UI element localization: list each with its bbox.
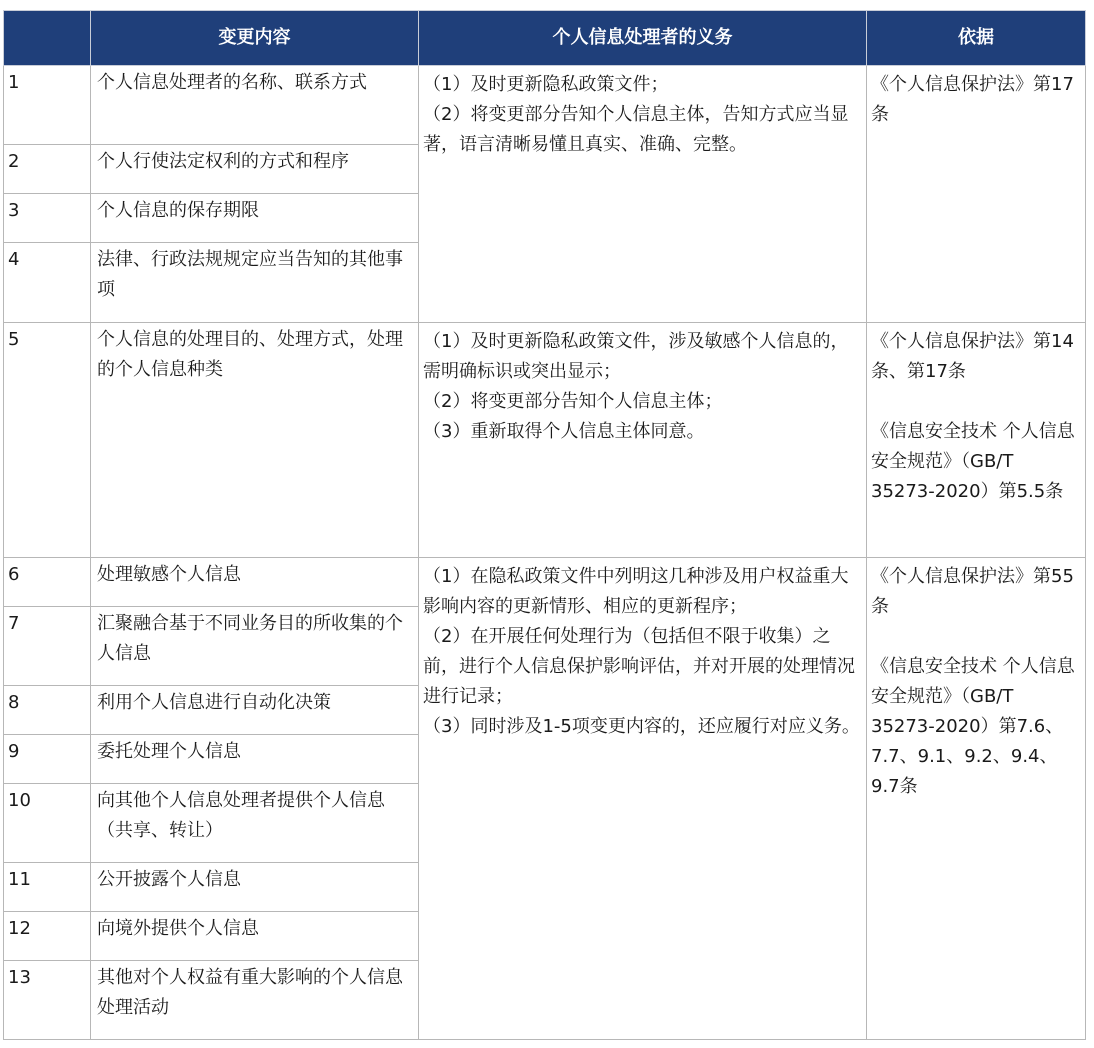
change-content: 法律、行政法规规定应当告知的其他事项 bbox=[91, 243, 419, 323]
row-number: 11 bbox=[4, 863, 91, 912]
header-num bbox=[4, 11, 91, 66]
duty-item: （1）及时更新隐私政策文件，涉及敏感个人信息的，需明确标识或突出显示； bbox=[423, 331, 849, 382]
duty-cell bbox=[419, 558, 867, 1040]
change-content: 委托处理个人信息 bbox=[91, 735, 419, 784]
duty-item: （2）将变更部分告知个人信息主体，告知方式应当显著，语言清晰易懂且真实、准确、完整。 bbox=[423, 104, 849, 155]
basis-cell bbox=[867, 558, 1086, 1040]
duty-cell bbox=[419, 323, 867, 558]
row-number: 8 bbox=[4, 686, 91, 735]
duty-item: （2）在开展任何处理行为（包括但不限于收集）之前，进行个人信息保护影响评估，并对开展的处理情况进行记录； bbox=[423, 626, 855, 707]
change-content: 向境外提供个人信息 bbox=[91, 912, 419, 961]
duty-item: （3）重新取得个人信息主体同意。 bbox=[423, 421, 705, 442]
table-row bbox=[4, 66, 1086, 145]
row-number: 10 bbox=[4, 784, 91, 863]
header-basis: 依据 bbox=[867, 11, 1086, 66]
duty-cell bbox=[419, 66, 867, 323]
row-number: 12 bbox=[4, 912, 91, 961]
duty-item: （3）同时涉及1-5项变更内容的，还应履行对应义务。 bbox=[423, 716, 860, 737]
row-number: 1 bbox=[4, 66, 91, 145]
change-content: 个人信息的保存期限 bbox=[91, 194, 419, 243]
change-content: 其他对个人权益有重大影响的个人信息处理活动 bbox=[91, 961, 419, 1040]
row-number: 13 bbox=[4, 961, 91, 1040]
header-duties: 个人信息处理者的义务 bbox=[419, 11, 867, 66]
row-number: 3 bbox=[4, 194, 91, 243]
table-row bbox=[4, 323, 1086, 558]
basis-item: 《信息安全技术 个人信息安全规范》（GB/T 35273-2020）第5.5条 bbox=[871, 421, 1075, 502]
row-number: 5 bbox=[4, 323, 91, 558]
table-row bbox=[4, 558, 1086, 607]
row-number: 6 bbox=[4, 558, 91, 607]
basis-item: 《个人信息保护法》第14条、第17条 bbox=[871, 331, 1074, 382]
change-content: 个人信息处理者的名称、联系方式 bbox=[91, 66, 419, 145]
basis-item: 《信息安全技术 个人信息安全规范》（GB/T 35273-2020）第7.6、7.7、9.1、9.2、9.4、9.7条 bbox=[871, 656, 1075, 797]
basis-cell bbox=[867, 66, 1086, 323]
change-content: 公开披露个人信息 bbox=[91, 863, 419, 912]
change-content: 个人行使法定权利的方式和程序 bbox=[91, 145, 419, 194]
duty-item: （1）及时更新隐私政策文件； bbox=[423, 74, 669, 95]
duty-item: （1）在隐私政策文件中列明这几种涉及用户权益重大影响内容的更新情形、相应的更新程序； bbox=[423, 566, 849, 617]
basis-item: 《个人信息保护法》第17条 bbox=[871, 74, 1074, 125]
row-number: 7 bbox=[4, 607, 91, 686]
basis-item: 《个人信息保护法》第55条 bbox=[871, 566, 1074, 617]
row-number: 9 bbox=[4, 735, 91, 784]
change-content: 汇聚融合基于不同业务目的所收集的个人信息 bbox=[91, 607, 419, 686]
change-content: 利用个人信息进行自动化决策 bbox=[91, 686, 419, 735]
basis-cell bbox=[867, 323, 1086, 558]
change-content: 个人信息的处理目的、处理方式，处理的个人信息种类 bbox=[91, 323, 419, 558]
row-number: 2 bbox=[4, 145, 91, 194]
change-content: 处理敏感个人信息 bbox=[91, 558, 419, 607]
header-row bbox=[4, 11, 1086, 66]
obligations-table bbox=[3, 10, 1086, 1040]
change-content: 向其他个人信息处理者提供个人信息（共享、转让） bbox=[91, 784, 419, 863]
duty-item: （2）将变更部分告知个人信息主体； bbox=[423, 391, 723, 412]
header-change-content: 变更内容 bbox=[91, 11, 419, 66]
row-number: 4 bbox=[4, 243, 91, 323]
